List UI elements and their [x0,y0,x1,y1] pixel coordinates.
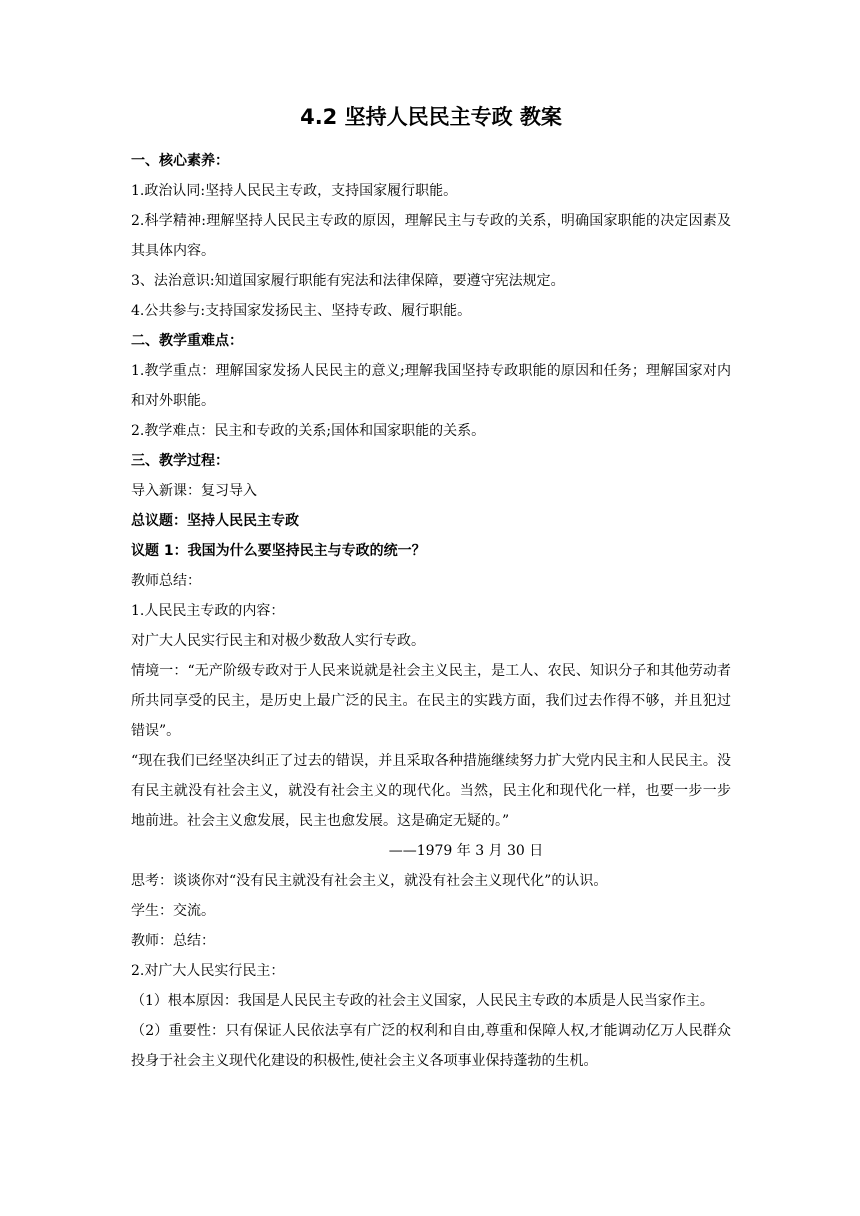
core-literacy-item-4: 4.公共参与:支持国家发扬民主、坚持专政、履行职能。 [131,303,472,319]
section-heading-key-points: 二、教学重难点： [131,333,243,349]
scenario-1: 情境一：“无产阶级专政对于人民来说就是社会主义民主，是工人、农民、知识分子和其他劳动者所共同享受的民主，是历史上最广泛的民主。在民主的实践方面，我们过去作得不够，并且犯过错误”。 [131,663,731,739]
section-heading-teaching-process: 三、教学过程： [131,453,229,469]
section-heading-core-literacy: 一、核心素养： [131,153,229,169]
main-topic: 总议题：坚持人民民主专政 [131,513,299,529]
core-literacy-item-2: 2.科学精神:理解坚持人民民主专政的原因，理解民主与专政的关系，明确国家职能的决定因素及其具体内容。 [131,213,731,259]
quote-text: “现在我们已经坚决纠正了过去的错误，并且采取各种措施继续努力扩大党内民主和人民民主。没有民主就没有社会主义，就没有社会主义的现代化。当然，民主化和现代化一样，也要一步一步地前进。社会主义愈发展，民主也愈发展。这是确定无疑的。” [131,753,731,829]
lesson-intro: 导入新课：复习导入 [131,483,257,499]
think-prompt: 思考：谈谈你对“没有民主就没有社会主义，就没有社会主义现代化”的认识。 [131,873,608,889]
core-literacy-item-3: 3、法治意识:知道国家履行职能有宪法和法律保障，要遵守宪法规定。 [131,273,565,289]
student-activity: 学生：交流。 [131,903,215,919]
teacher-activity: 教师：总结： [131,933,215,949]
quote-date: ——1979 年 3 月 30 日 [388,843,544,859]
key-point-item-2: 2.教学难点：民主和专政的关系;国体和国家职能的关系。 [131,423,486,439]
document-title: 4.2 坚持人民民主专政 教案 [300,105,562,129]
core-literacy-item-1: 1.政治认同:坚持人民民主专政，支持国家履行职能。 [131,183,458,199]
point-1-heading: 1.人民民主专政的内容： [131,603,285,619]
point-1-text: 对广大人民实行民主和对极少数敌人实行专政。 [131,633,425,649]
point-2-importance: （2）重要性：只有保证人民依法享有广泛的权利和自由,尊重和保障人权,才能调动亿万人民群众投身于社会主义现代化建设的积极性,使社会主义各项事业保持蓬勃的生机。 [131,1023,731,1069]
point-2-heading: 2.对广大人民实行民主： [131,963,285,979]
teacher-summary-label: 教师总结： [131,573,201,589]
point-2-reason: （1）根本原因：我国是人民民主专政的社会主义国家，人民民主专政的本质是人民当家作主。 [131,993,714,1009]
document-content [131,102,731,1076]
topic-1: 议题 1：我国为什么要坚持民主与专政的统一？ [131,543,426,559]
key-point-item-1: 1.教学重点：理解国家发扬人民民主的意义;理解我国坚持专政职能的原因和任务；理解国家对内和对外职能。 [131,363,731,409]
